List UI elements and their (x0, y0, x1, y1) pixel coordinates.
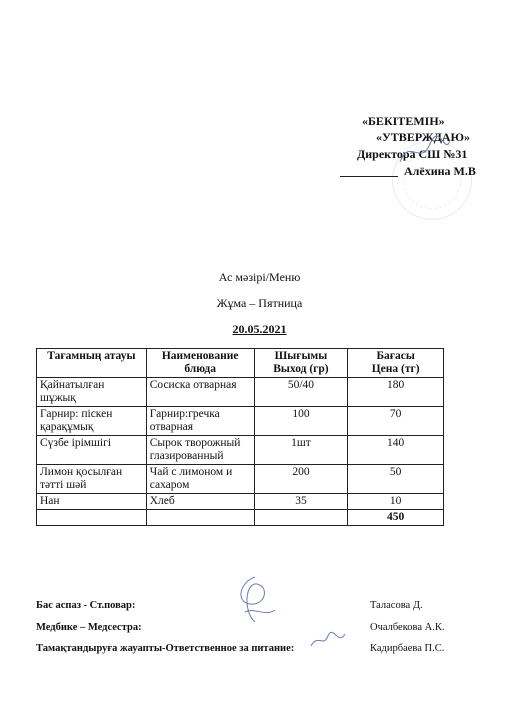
dish-price: 70 (348, 407, 444, 436)
signature-name-nurse: Очалбекова А.К. (370, 622, 445, 633)
table-row (37, 494, 444, 510)
column-header: Тағамның атауы (37, 349, 147, 378)
column-header: Бағасы Цена (тг) (348, 349, 444, 378)
dish-name-kz: Лимон қосылған тәтті шәй (37, 465, 147, 494)
dish-name-ru: Сырок творожный глазированный (146, 436, 254, 465)
dish-price: 50 (348, 465, 444, 494)
approval-director-name: Алёхина М.В (404, 164, 476, 178)
column-header: Наименование блюда (146, 349, 254, 378)
signature-name-responsible: Кадирбаева П.С. (370, 643, 445, 654)
approval-signature-line (340, 176, 398, 177)
dish-yield: 200 (254, 465, 348, 494)
approval-line-ru: «УТВЕРЖДАЮ» (376, 130, 471, 144)
dish-name-kz: Нан (37, 494, 147, 510)
empty-cell (254, 510, 348, 526)
table-row (37, 378, 444, 407)
approval-line-kz: «БЕКІТЕМІН» (362, 114, 445, 128)
menu-title: Ас мәзірі/Меню (218, 270, 301, 284)
total-price: 450 (348, 510, 444, 526)
dish-name-kz: Сүзбе ірімшігі (37, 436, 147, 465)
table-row (37, 436, 444, 465)
table-row (37, 465, 444, 494)
dish-name-ru: Чай с лимоном и сахаром (146, 465, 254, 494)
signature-role-chef: Бас аспаз - Ст.повар: (36, 600, 136, 611)
chef-signature (225, 572, 285, 632)
dish-price: 10 (348, 494, 444, 510)
signature-name-chef: Таласова Д. (370, 600, 423, 611)
dish-name-kz: Гарнир: піскен қарақұмық (37, 407, 147, 436)
dish-name-ru: Гарнир:гречка отварная (146, 407, 254, 436)
approval-position: Директора СШ №31 (357, 147, 468, 161)
dish-price: 140 (348, 436, 444, 465)
dish-name-ru: Хлеб (146, 494, 254, 510)
dish-yield: 35 (254, 494, 348, 510)
dish-yield: 100 (254, 407, 348, 436)
signature-role-responsible: Тамақтандыруға жауапты-Ответственное за питание: (36, 643, 295, 654)
director-signature (395, 132, 455, 172)
dish-price: 180 (348, 378, 444, 407)
dish-name-kz: Қайнатылған шұжық (37, 378, 147, 407)
menu-day: Жұма – Пятница (216, 296, 303, 310)
total-row (37, 510, 444, 526)
column-header: Шығымы Выход (гр) (254, 349, 348, 378)
dish-yield: 1шт (254, 436, 348, 465)
table-row (37, 407, 444, 436)
empty-cell (37, 510, 147, 526)
responsible-signature (308, 628, 348, 652)
menu-date: 20.05.2021 (232, 322, 287, 336)
dish-yield: 50/40 (254, 378, 348, 407)
signature-role-nurse: Медбике – Медсестра: (36, 622, 142, 633)
dish-name-ru: Сосиска отварная (146, 378, 254, 407)
empty-cell (146, 510, 254, 526)
table-header-row (37, 349, 444, 378)
menu-table (36, 348, 444, 526)
